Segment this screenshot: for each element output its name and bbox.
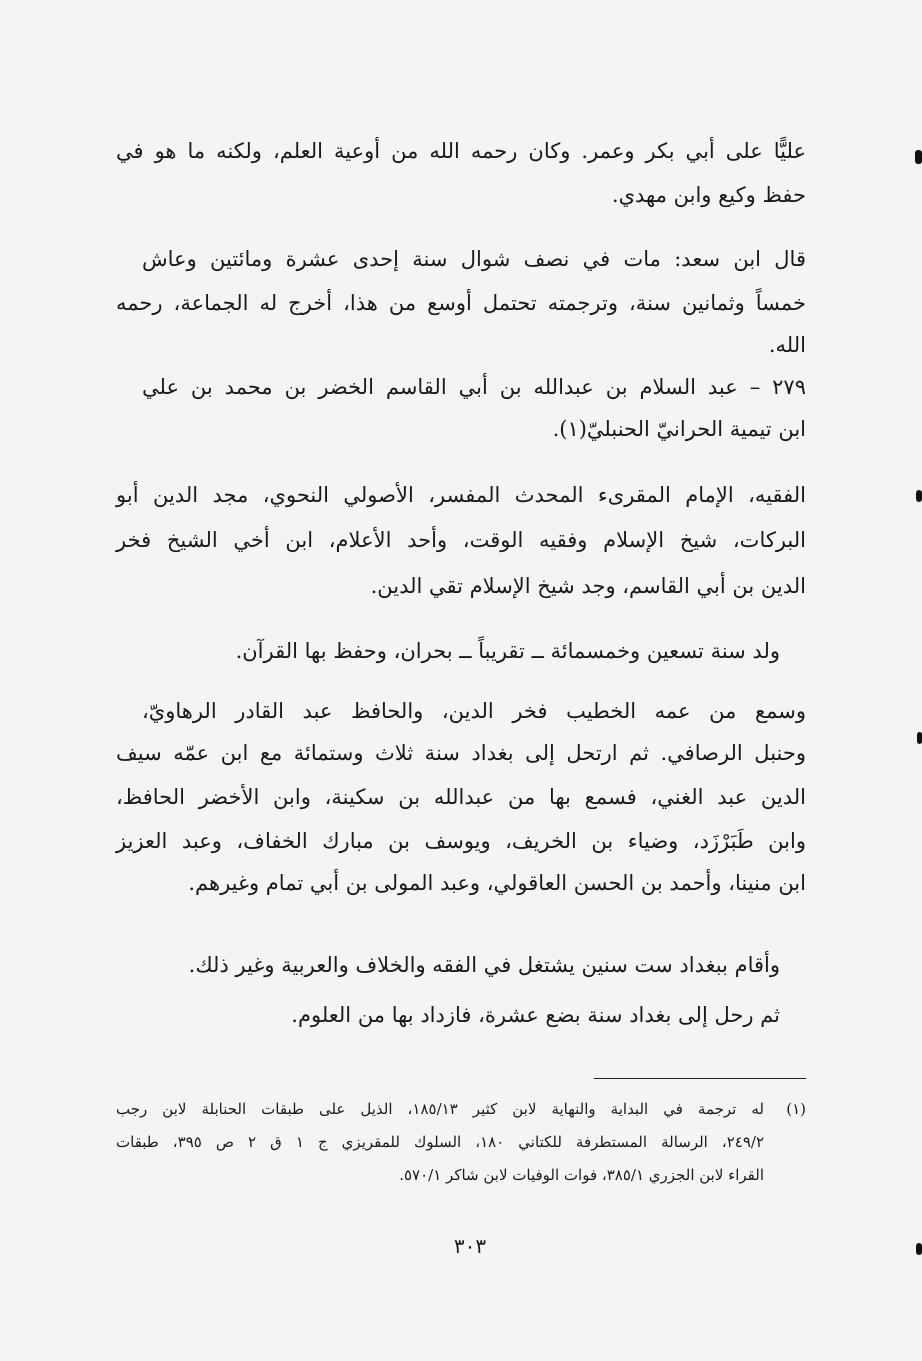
text-line: وابن طَبَرْزَد، وضياء بن الخريف، ويوسف بن مبارك الخفاف، وعبد العزيز [116,829,806,853]
text-line: الدين عبد الغني، فسمع بها من عبدالله بن سكينة، وابن الأخضر الحافظ، [116,785,806,809]
text-line: وأقام ببغداد ست سنين يشتغل في الفقه والخلاف والعربية وغير ذلك. [188,953,780,977]
scan-mark [915,150,922,164]
text-line: الدين بن أبي القاسم، وجد شيخ الإسلام تقي الدين. [370,574,806,598]
text-line: عليًّا على أبي بكر وعمر. وكان رحمه الله من أوعية العلم، ولكنه ما هو في [116,139,806,163]
footnote-number: (١) [786,1100,806,1118]
scan-mark [916,490,922,502]
footnote-line: القراء لابن الجزري ٣٨٥/١، فوات الوفيات لابن شاكر ٥٧٠/١. [399,1166,764,1184]
text-line: حفظ وكيع وابن مهدي. [611,183,806,207]
text-line: ثم رحل إلى بغداد سنة بضع عشرة، فازداد بها من العلوم. [291,1003,780,1027]
entry-heading: ٢٧٩ – عبد السلام بن عبدالله بن أبي القاسم الخضر بن محمد بن علي [142,375,806,399]
text-line: الفقيه، الإمام المقرىء المحدث المفسر، الأصولي النحوي، مجد الدين أبو [116,483,806,507]
text-line: وحنبل الرصافي. ثم ارتحل إلى بغداد سنة ثلاث وستمائة مع ابن عمّه سيف [116,741,806,765]
text-line: خمساً وثمانين سنة، وترجمته تحتمل أوسع من هذا، أخرج له الجماعة، رحمه [116,291,806,315]
text-line: ولد سنة تسعين وخمسمائة ــ تقريباً ــ بحران، وحفظ بها القرآن. [235,639,780,663]
footnote-separator [594,1078,806,1079]
footnote-line: له ترجمة في البداية والنهاية لابن كثير ١٨٥/١٣، الذيل على طبقات الحنابلة لابن رجب [116,1100,764,1118]
scan-mark [916,1243,922,1255]
text-line: ابن منينا، وأحمد بن الحسن العاقولي، وعبد المولى بن أبي تمام وغيرهم. [188,871,806,895]
scan-mark [917,732,922,744]
text-line: الله. [768,333,806,357]
page-number: ٣٠٣ [453,1234,487,1258]
text-line: قال ابن سعد: مات في نصف شوال سنة إحدى عشرة ومائتين وعاش [142,247,806,271]
footnote-line: ٢٤٩/٢، الرسالة المستطرفة للكتاني ١٨٠، السلوك للمقريزي ج ١ ق ٢ ص ٣٩٥، طبقات [116,1133,765,1151]
text-line: البركات، شيخ الإسلام وفقيه الوقت، وأحد الأعلام، ابن أخي الشيخ فخر [116,528,806,552]
entry-heading: ابن تيمية الحرانيّ الحنبليّ(١). [552,417,806,441]
text-line: وسمع من عمه الخطيب فخر الدين، والحافظ عبد القادر الرهاويّ، [142,699,806,723]
